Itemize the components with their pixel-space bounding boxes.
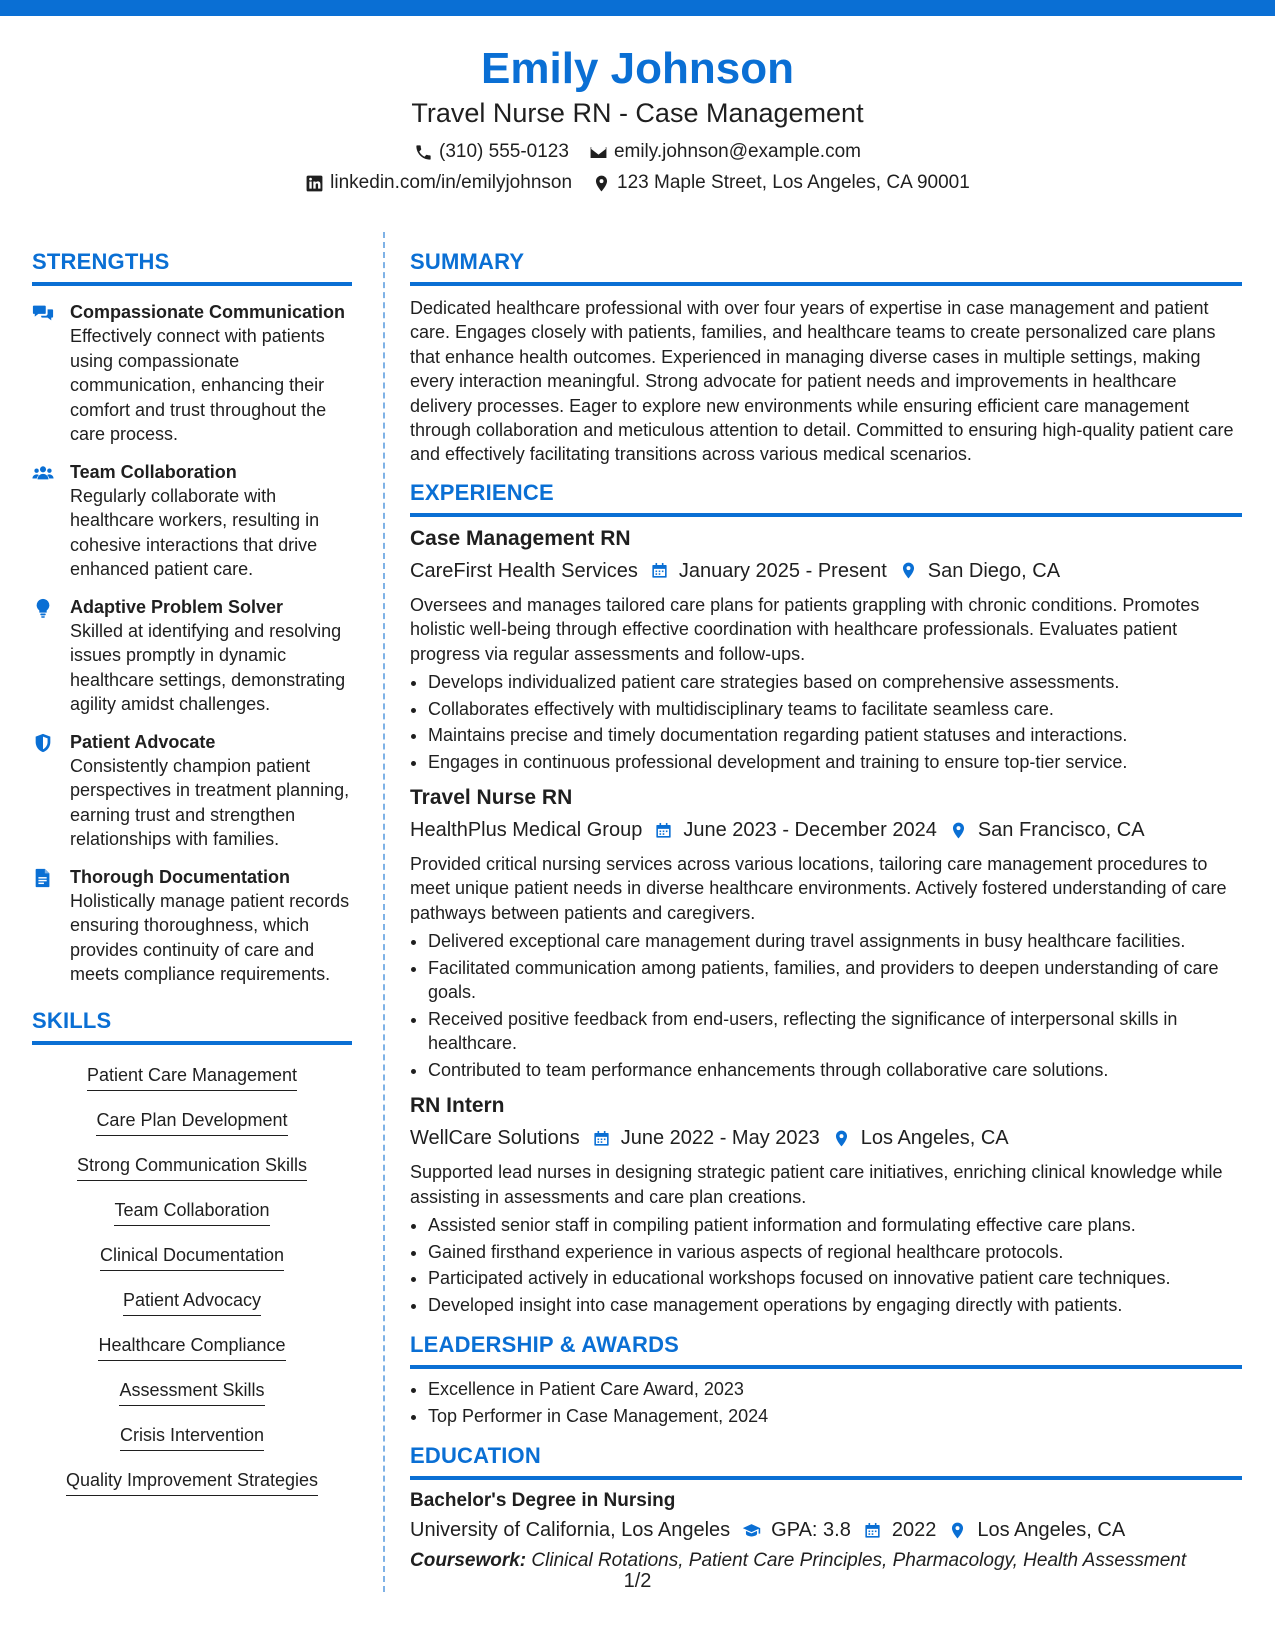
calendar-icon	[654, 821, 673, 840]
school-location: Los Angeles, CA	[977, 1519, 1126, 1542]
list-item: • Assisted senior staff in compiling patient information and formulating effective care plans.	[428, 1213, 1242, 1238]
document-icon	[32, 867, 54, 889]
calendar-icon	[592, 1129, 611, 1148]
strength-item	[32, 730, 352, 852]
job-location: San Francisco, CA	[977, 819, 1145, 842]
map-pin-icon	[948, 1521, 967, 1540]
skill-tag: Patient Advocacy	[123, 1288, 261, 1316]
strength-title: Patient Advocate	[70, 731, 216, 752]
strength-item	[32, 595, 352, 717]
contact-row-2	[0, 171, 1275, 195]
education-heading: EDUCATION	[410, 1443, 541, 1469]
lightbulb-icon	[32, 597, 54, 619]
strength-title: Thorough Documentation	[70, 866, 290, 887]
skill-tag: Care Plan Development	[96, 1108, 287, 1136]
skills-list	[32, 1061, 352, 1513]
skill-tag: Healthcare Compliance	[98, 1333, 285, 1361]
map-pin-icon	[832, 1129, 851, 1148]
candidate-name: Emily Johnson	[481, 44, 794, 93]
list-item: • Develops individualized patient care strategies based on comprehensive assessments.	[428, 670, 1242, 695]
job-bullets	[410, 929, 1242, 1082]
main-column	[410, 248, 1242, 1574]
skill-tag: Strong Communication Skills	[77, 1153, 307, 1181]
awards-heading: LEADERSHIP & AWARDS	[410, 1332, 680, 1358]
list-item: • Developed insight into case management operations by engaging directly with patients.	[428, 1293, 1242, 1318]
education-rule	[410, 1476, 1242, 1480]
skills-rule	[32, 1041, 352, 1045]
list-item: • Participated actively in educational workshops focused on innovative patient care techniques.	[428, 1266, 1242, 1291]
skill-tag: Quality Improvement Strategies	[66, 1468, 318, 1496]
strength-description: Effectively connect with patients using compassionate communication, enhancing their comfort and trust throughout the care process.	[70, 326, 327, 444]
list-item: • Received positive feedback from end-users, reflecting the significance of interpersonal skills in healthcare.	[428, 1007, 1242, 1056]
job-bullets	[410, 670, 1242, 774]
linkedin-icon	[305, 174, 324, 193]
job-description: Oversees and manages tailored care plans for patients grappling with chronic conditions. Promotes holistic well-being through effective coordination with healthcare professionals. Evaluates patient progress via regular assessments and follow-ups.	[410, 594, 1200, 664]
job-meta	[410, 816, 1242, 844]
graduation-cap-icon	[742, 1521, 761, 1540]
list-item: • Engages in continuous professional development and training to ensure top-tier service.	[428, 750, 1242, 775]
summary-text: Dedicated healthcare professional with over four years of expertise in case management and patient care. Engages closely with patients, families, and healthcare teams to create personalized care plans that enhance health outcomes. Experienced in managing diverse cases in multiple settings, making every interaction meaningful. Strong advocate for patient needs and improvements in healthcare delivery processes. Eager to explore new environments while ensuring efficient care management through collaboration and meticulous attention to detail. Committed to ensuring high-quality patient care and effectively facilitating transitions across various medical scenarios.	[410, 298, 1234, 465]
job-meta	[410, 1124, 1242, 1152]
linkedin-url[interactable]: linkedin.com/in/emilyjohnson	[330, 172, 573, 193]
contact-row-1	[0, 140, 1275, 164]
job-entry	[410, 784, 1242, 1082]
list-item: • Contributed to team performance enhancements through collaborative care solutions.	[428, 1058, 1242, 1083]
phone-number: (310) 555-0123	[439, 141, 569, 162]
street-address: 123 Maple Street, Los Angeles, CA 90001	[617, 172, 970, 193]
strength-description: Regularly collaborate with healthcare workers, resulting in cohesive interactions that drive enhanced patient care.	[70, 485, 320, 579]
strength-description: Consistently champion patient perspectives in treatment planning, earning trust and strengthen relationships with families.	[70, 755, 350, 849]
top-accent-bar	[0, 0, 1275, 16]
job-company: CareFirst Health Services	[410, 559, 638, 582]
job-location: San Diego, CA	[927, 559, 1061, 582]
skills-heading: SKILLS	[32, 1007, 112, 1033]
job-bullets	[410, 1213, 1242, 1317]
education-meta	[410, 1516, 1242, 1544]
strengths-heading: STRENGTHS	[32, 249, 170, 274]
phone-contact	[414, 140, 569, 164]
job-entry	[410, 525, 1242, 774]
strength-item	[32, 300, 352, 447]
school-name: University of California, Los Angeles	[410, 1519, 731, 1542]
experience-heading: EXPERIENCE	[410, 479, 554, 505]
job-entry	[410, 1092, 1242, 1317]
experience-rule	[410, 513, 1242, 517]
job-location: Los Angeles, CA	[860, 1127, 1009, 1150]
awards-list	[410, 1377, 1242, 1428]
users-icon	[32, 462, 54, 484]
job-description: Provided critical nursing services across various locations, tailoring care management procedures to meet unique patient needs in diverse healthcare environments. Actively fostered understanding of care pathways between patients and caregivers.	[410, 854, 1227, 923]
job-meta	[410, 557, 1242, 585]
calendar-icon	[650, 561, 669, 580]
calendar-icon	[863, 1521, 882, 1540]
summary-rule	[410, 282, 1242, 286]
skill-tag: Assessment Skills	[119, 1378, 264, 1406]
address-contact	[592, 171, 970, 195]
summary-heading: SUMMARY	[410, 249, 525, 274]
strength-description: Skilled at identifying and resolving issues promptly in dynamic healthcare settings, demonstrating agility amidst challenges.	[70, 620, 346, 714]
envelope-icon	[589, 143, 608, 162]
skill-tag: Crisis Intervention	[120, 1423, 264, 1451]
strengths-rule	[32, 282, 352, 286]
column-divider	[383, 232, 385, 1592]
email-contact	[589, 140, 861, 164]
skill-tag: Team Collaboration	[114, 1198, 269, 1226]
resume-header	[0, 40, 1275, 195]
list-item: • Top Performer in Case Management, 2024	[428, 1404, 1242, 1429]
job-description: Supported lead nurses in designing strategic patient care initiatives, enriching clinical knowledge while assisting in assessments and care plan creations.	[410, 1162, 1223, 1207]
job-company: WellCare Solutions	[410, 1127, 580, 1150]
list-item: • Facilitated communication among patients, families, and providers to deepen understanding of care goals.	[428, 956, 1242, 1005]
list-item: • Excellence in Patient Care Award, 2023	[428, 1377, 1242, 1402]
list-item: • Delivered exceptional care management during travel assignments in busy healthcare facilities.	[428, 929, 1242, 954]
map-pin-icon	[899, 561, 918, 580]
coursework-label: Coursework:	[410, 1550, 527, 1572]
job-dates: June 2022 - May 2023	[620, 1127, 820, 1150]
job-title: RN Intern	[410, 1094, 505, 1118]
job-dates: June 2023 - December 2024	[683, 819, 937, 842]
degree-title: Bachelor's Degree in Nursing	[410, 1490, 676, 1512]
list-item: • Maintains precise and timely documentation regarding patient statuses and interactions.	[428, 723, 1242, 748]
email-address[interactable]: emily.johnson@example.com	[613, 141, 861, 162]
linkedin-contact	[305, 171, 572, 195]
job-title: Case Management RN	[410, 526, 631, 550]
shield-icon	[32, 732, 54, 754]
skill-tag: Patient Care Management	[87, 1063, 297, 1091]
phone-icon	[414, 143, 433, 162]
chat-bubbles-icon	[32, 302, 54, 324]
page-number: 1/2	[623, 1570, 652, 1592]
job-title: Travel Nurse RN	[410, 786, 573, 810]
strength-description: Holistically manage patient records ensuring thoroughness, which provides continuity of care and meets compliance requirements.	[70, 890, 350, 984]
strength-title: Adaptive Problem Solver	[70, 596, 284, 617]
list-item: • Gained firsthand experience in various aspects of regional healthcare protocols.	[428, 1240, 1242, 1265]
awards-rule	[410, 1365, 1242, 1369]
map-pin-icon	[592, 174, 611, 193]
list-item: • Collaborates effectively with multidisciplinary teams to facilitate seamless care.	[428, 697, 1242, 722]
gpa: GPA: 3.8	[771, 1519, 851, 1542]
skill-tag: Clinical Documentation	[100, 1243, 284, 1271]
strength-title: Team Collaboration	[70, 461, 237, 482]
job-company: HealthPlus Medical Group	[410, 819, 643, 842]
candidate-title: Travel Nurse RN - Case Management	[411, 98, 864, 128]
coursework-list: Clinical Rotations, Patient Care Principles, Pharmacology, Health Assessment	[531, 1550, 1187, 1572]
strength-item	[32, 865, 352, 987]
strength-title: Compassionate Communication	[70, 302, 346, 322]
education-entry	[410, 1488, 1242, 1574]
strength-item	[32, 460, 352, 582]
graduation-year: 2022	[891, 1519, 937, 1542]
map-pin-icon	[949, 821, 968, 840]
sidebar	[32, 248, 352, 1513]
job-dates: January 2025 - Present	[678, 559, 887, 582]
